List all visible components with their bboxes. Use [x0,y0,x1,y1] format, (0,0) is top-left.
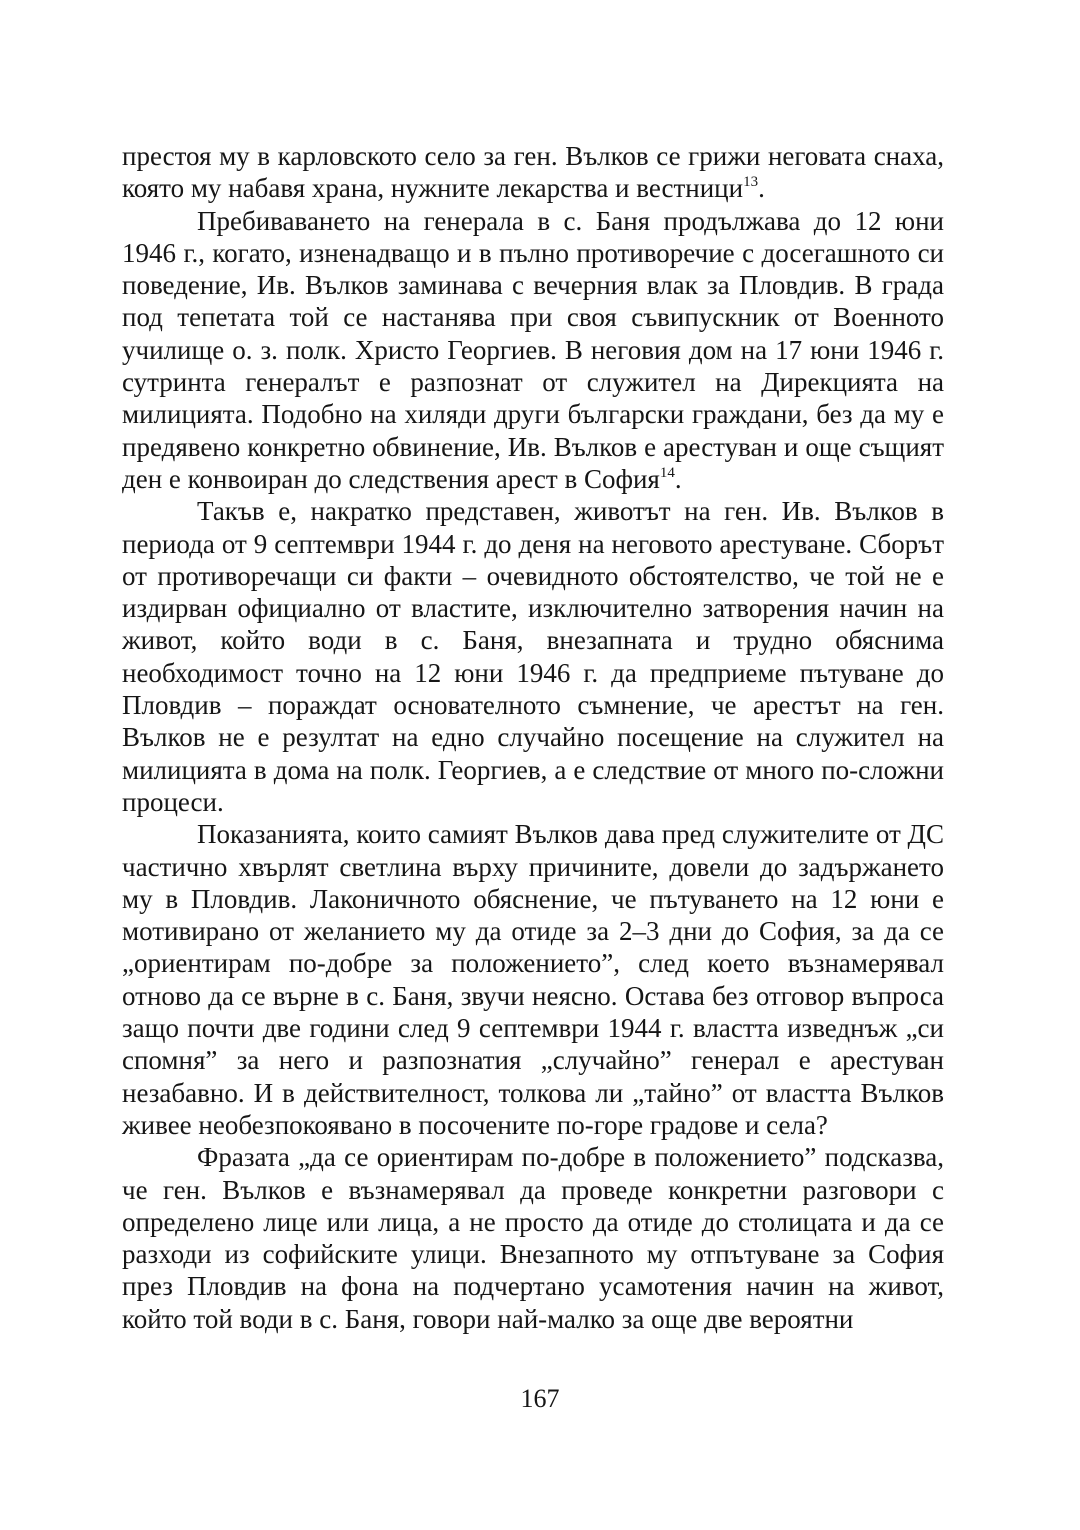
paragraph-1-text: престоя му в карловското село за ген. Вълков се грижи неговата снаха, която му набавя храна, нужните лекарства и вестници [122,141,944,204]
paragraph-1 [122,140,944,205]
footnote-ref-14[interactable]: 14 [659,464,675,481]
paragraph-1-end: . [758,173,765,204]
footnote-ref-13[interactable]: 13 [743,174,759,191]
paragraph-2 [122,205,944,496]
paragraph-2-end: . [674,463,682,494]
paragraph-2-text: Пребиваването на генерала в с. Баня продължава до 12 юни 1946 г., когато, изненадващо и в пълно противоречие с досегашното си поведение, Ив. Вълков заминава с вечерния влак за Пловдив. В града под тепетата той се настанява при своя съвипускник от Военното училище о. з. полк. Христо Георгиев. В неговия дом на 17 юни 1946 г. сутринта генералът е разпознат от служител на Дирекцията на милицията. Подобно на хиляди други български граждани, без да му е предявено конкретно обвинение, Ив. Вълков е арестуван и още същият ден е конвоиран до следствения арест в София [122,205,944,494]
page-body [122,140,944,1335]
paragraph-3: Такъв е, накратко представен, животът на ген. Ив. Вълков в периода от 9 септември 1944 г. до деня на неговото арестуване. Сборът от противоречащи си факти – очевидното обстоятелство, че той не е издирван официално от властите, изключително затворения начин на живот, който води в с. Баня, внезапната и трудно обяснима необходимост точно на 12 юни 1946 г. да предприеме пътуване до Пловдив – пораждат основателното съмнение, че арестът на ген. Вълков не е резултат на едно случайно посещение на служител на милицията в дома на полк. Георгиев, а е следствие от много по-сложни процеси. [122,496,944,817]
paragraph-5: Фразата „да се ориентирам по-добре в положението” подсказва, че ген. Вълков е възнамерявал да проведе конкретни разговори с определено лице или лица, а не просто да отиде до столицата и да се разходи из софийските улици. Внезапното му отпътуване за София през Пловдив на фона на подчертано усамотения начин на живот, който той води в с. Баня, говори най-малко за още две вероятни [122,1142,944,1334]
paragraph-4: Показанията, които самият Вълков дава пред служителите от ДС частично хвърлят светлина върху причините, довели до задържането му в Пловдив. Лаконичното обяснение, че пътуването на 12 юни е мотивирано от желанието му да отиде за 2–3 дни до София, за да се „ориентирам по-добре за положението”, след което възнамерявал отново да се върне в с. Баня, звучи неясно. Остава без отговор въпроса защо почти две години след 9 септември 1944 г. властта изведнъж „си спомня” за него и разпознатия „случайно” генерал е арестуван незабавно. И в действителност, толкова ли „тайно” от властта Вълков живее необезпокоявано в посочените по-горе градове и села? [122,819,944,1140]
page-number: 167 [520,1384,560,1413]
